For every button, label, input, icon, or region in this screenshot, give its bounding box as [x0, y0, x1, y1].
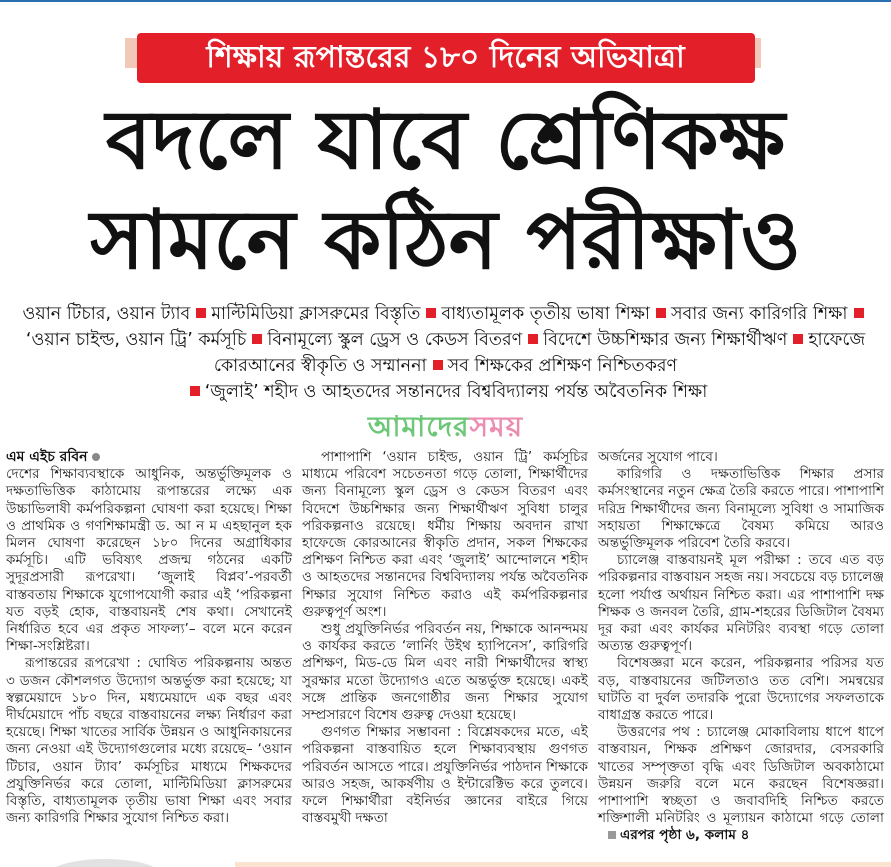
bottom-decoration [0, 859, 891, 867]
paragraph: গুণগত শিক্ষার সম্ভাবনা : বিশ্লেষকদের মতে, এই পরিকল্পনা বাস্তবায়িত হলে শিক্ষাব্যবস্থায় গুণগত পরিবর্তন আসতে পারে। প্রযুক্তিনির্ভর পাঠদান শিক্ষাকে আরও সহজ, আকর্ষণীয় ও ইন্টারেক্টিভ করে তুলবে। ফলে শিক্ষার্থীরা বইনির্ভর জ্ঞানের বাইরে গিয়ে বাস্তবমুখী দক্ষতা [302, 724, 588, 827]
paragraph-text: উত্তরণের পথ : চ্যালেঞ্জ মোকাবিলায় ধাপে ধাপে বাস্তবায়ন, শিক্ষক প্রশিক্ষণ জোরদার, বেসরকারি খাতের সম্পৃক্ততা বৃদ্ধি এবং ডিজিটাল অবকাঠামো উন্নয়ন জরুরি বলে মনে করছেন বিশেষজ্ঞরা। পাশাপাশি স্বচ্ছতা ও জবাবদিহি নিশ্চিত করতে শক্তিশালী মনিটরিং ও মূল্যায়ন কাঠামো গড়ে তোলা [598, 724, 884, 827]
bullet-square-icon [426, 308, 436, 318]
watermark-part-2: সময় [469, 410, 524, 443]
highlight-item: সবার জন্য কারিগরি শিক্ষা [670, 304, 848, 324]
bullet-square-icon [528, 334, 538, 344]
bullet-square-icon [190, 386, 200, 396]
paragraph: অর্জনের সুযোগ পাবে। [598, 449, 718, 465]
jump-square-icon [608, 831, 616, 839]
top-rule [0, 0, 891, 2]
highlight-item: ওয়ান টিচার, ওয়ান ট্যাব [22, 304, 191, 324]
watermark-part-1: আমাদের [367, 410, 470, 443]
highlights [10, 301, 881, 405]
highlight-item: ‘জুলাই’ শহীদ ও আহতদের সন্তানদের বিশ্ববিদ্যালয় পর্যন্ত অবৈতনিক শিক্ষা [204, 382, 708, 402]
paragraph: দেশের শিক্ষাব্যবস্থাকে আধুনিক, অন্তর্ভুক্তিমূলক ও দক্ষতাভিত্তিক কাঠামোয় রূপান্তরের লক্ষ্যে এক উচ্চাভিলাষী কর্মপরিকল্পনা ঘোষণা করা হয়েছে। শিক্ষা ও প্রাথমিক ও গণশিক্ষামন্ত্রী ড. আ ন ম এহছানুল হক মিলন ঘোষণা করেছেন ১৮০ দিনের অগ্রাধিকার কর্মসূচি। এটি ভবিষ্যৎ প্রজন্ম গঠনের একটি সুদূরপ্রসারী রূপরেখা। ‘জুলাই বিপ্লব’-পরবর্তী বাস্তবতায় শিক্ষাকে যুগোপযোগী করার এই ‘পরিকল্পনা যত বড়ই হোক, বাস্তবায়নই শেষ কথা। সেখানেই নির্ধারিত হবে এর প্রকৃত সাফল্য’– বলে মনে করেন শিক্ষা-সংশ্লিষ্টরা। [6, 466, 292, 655]
banner-container [137, 33, 755, 83]
byline-dot-icon [92, 453, 100, 461]
article-column-2 [302, 449, 588, 827]
paragraph: বিশেষজ্ঞরা মনে করেন, পরিকল্পনার পরিসর যত বড়, বাস্তবায়নের জটিলতাও তত বেশি। সমন্বয়ের ঘাটতি বা দুর্বল তদারকি পুরো উদ্যোগের সফলতাকে বাধাগ্রস্ত করতে পারে। [598, 655, 884, 724]
bullet-square-icon [433, 360, 443, 370]
highlight-item: বিনামূল্যে স্কুল ড্রেস ও কেডস বিতরণ [267, 330, 523, 350]
bullet-square-icon [854, 308, 864, 318]
headline [0, 91, 891, 291]
highlight-item: বিদেশে উচ্চশিক্ষার জন্য শিক্ষার্থীঋণ [543, 330, 788, 350]
highlight-item: সব শিক্ষকের প্রশিক্ষণ নিশ্চিতকরণ [447, 356, 678, 376]
highlight-item: ‘ওয়ান চাইল্ড, ওয়ান ট্রি’ কর্মসূচি [25, 330, 247, 350]
bottom-band [235, 862, 891, 867]
bullet-square-icon [196, 308, 206, 318]
headline-line-2: সামনে কঠিন পরীক্ষাও [90, 193, 801, 288]
paragraph: কারিগরি ও দক্ষতাভিত্তিক শিক্ষার প্রসার কর্মসংস্থানের নতুন ক্ষেত্র তৈরি করতে পারে। পাশাপাশি দরিদ্র শিক্ষার্থীদের জন্য বিনামূল্যে সুবিধা ও সামাজিক সহায়তা শিক্ষাক্ষেত্রে বৈষম্য কমিয়ে আরও অন্তর্ভুক্তিমূলক পরিবেশ তৈরি করবে। [598, 466, 884, 552]
paragraph: রূপান্তরের রূপরেখা : ঘোষিত পরিকল্পনায় অন্তত ৩ ডজন কৌশলগত উদ্যোগ অন্তর্ভুক্ত করা হয়েছে; যা স্বল্পমেয়াদে ১৮০ দিন, মধ্যমেয়াদে এক বছর এবং দীর্ঘমেয়াদে পাঁচ বছরে বাস্তবায়নের লক্ষ্য নির্ধারণ করা হয়েছে। শিক্ষা খাতের সার্বিক উন্নয়ন ও আধুনিকায়নের জন্য নেওয়া এই উদ্যোগগুলোর মধ্যে রয়েছে– ‘ওয়ান টিচার, ওয়ান ট্যাব’ কর্মসূচির মাধ্যমে শিক্ষকদের প্রযুক্তিনির্ভর করে তোলা, মাল্টিমিডিয়া ক্লাসরুমের বিস্তৃতি, বাধ্যতামূলক তৃতীয় ভাষা শিক্ষা এবং সবার জন্য কারিগরি শিক্ষার সুযোগ নিশ্চিত করা। [6, 655, 292, 827]
article-column-1 [6, 449, 292, 827]
headline-line-1: বদলে যাবে শ্রেণিকক্ষ [105, 93, 786, 188]
highlight-item: হাফেজে কোরআনের স্বীকৃতি ও সম্মাননা [213, 330, 866, 376]
byline [6, 449, 292, 466]
author-name: এম এইচ রবিন [6, 449, 88, 465]
paragraph: পাশাপাশি ‘ওয়ান চাইল্ড, ওয়ান ট্রি’ কর্মসূচির মাধ্যমে পরিবেশ সচেতনতা গড়ে তোলা, শিক্ষার্থীদের জন্য বিনামূল্যে স্কুল ড্রেস ও কেডস বিতরণ এবং বিদেশে উচ্চশিক্ষার জন্য শিক্ষার্থীঋণ সুবিধা চালুর পরিকল্পনাও রয়েছে। ধর্মীয় শিক্ষায় অবদান রাখা হাফেজে কোরআনের স্বীকৃতি প্রদান, সকল শিক্ষকের প্রশিক্ষণ নিশ্চিত করা এবং ‘জুলাই’ আন্দোলনে শহীদ ও আহতদের সন্তানদের বিশ্ববিদ্যালয় পর্যন্ত অবৈতনিক শিক্ষার সুযোগ নিশ্চিত করাও এই কর্মপরিকল্পনার গুরুত্বপূর্ণ অংশ। [302, 449, 588, 620]
paragraph: চ্যালেঞ্জ বাস্তবায়নই মূল পরীক্ষা : তবে এত বড় পরিকল্পনার বাস্তবায়ন সহজ নয়। সবচেয়ে বড় চ্যালেঞ্জ হলো পর্যাপ্ত অর্থায়ন নিশ্চিত করা। এর পাশাপাশি দক্ষ শিক্ষক ও জনবল তৈরি, গ্রাম-শহরের ডিজিটাল বৈষম্য দূর করা এবং কার্যকর মনিটরিং ব্যবস্থা গড়ে তোলা অত্যন্ত গুরুত্বপূর্ণ। [598, 552, 884, 655]
highlight-item: বাধ্যতামূলক তৃতীয় ভাষা শিক্ষা [441, 304, 650, 324]
bullet-square-icon [656, 308, 666, 318]
newspaper-watermark [0, 409, 891, 445]
article-column-3 [598, 449, 884, 845]
paragraph [598, 724, 884, 844]
continued-on-link[interactable]: এরপর পৃষ্ঠা ৬, কলাম ৪ [620, 827, 750, 844]
section-banner: শিক্ষায় রূপান্তরের ১৮০ দিনের অভিযাত্রা [137, 33, 755, 83]
decorative-arc [50, 859, 160, 867]
paragraph: শুধু প্রযুক্তিনির্ভর পরিবর্তন নয়, শিক্ষাকে আনন্দময় ও কার্যকর করতে ‘লার্নিং উইথ হ্যাপিনেস’, কারিগরি প্রশিক্ষণ, মিড-ডে মিল এবং নারী শিক্ষার্থীদের স্বাস্থ্য সুরক্ষার মতো উদ্যোগও এতে অন্তর্ভুক্ত হয়েছে। একই সঙ্গে প্রান্তিক জনগোষ্ঠীর জন্য শিক্ষার সুযোগ সম্প্রসারণে বিশেষ গুরুত্ব দেওয়া হয়েছে। [302, 621, 588, 724]
bullet-square-icon [793, 334, 803, 344]
bullet-square-icon [252, 334, 262, 344]
highlight-item: মাল্টিমিডিয়া ক্লাসরুমের বিস্তৃতি [211, 304, 421, 324]
article-body [0, 445, 891, 859]
